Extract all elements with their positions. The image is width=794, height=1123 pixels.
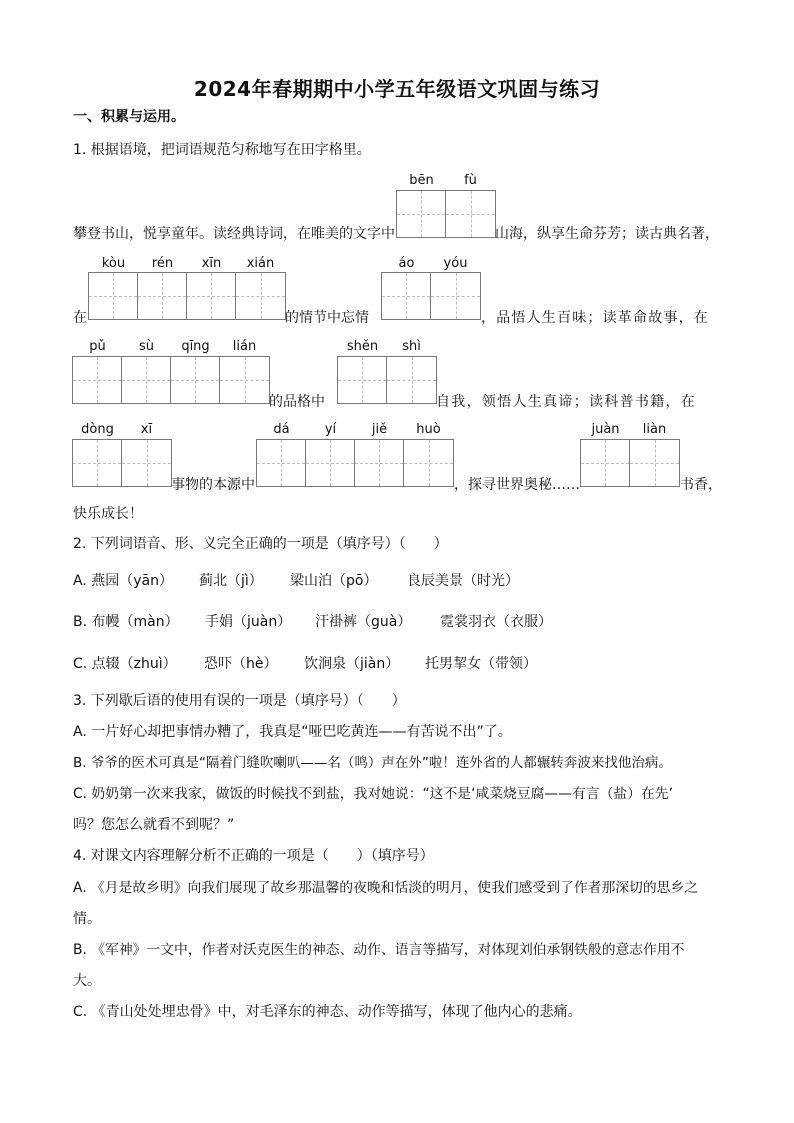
q1-prompt: 1. 根据语境，把词语规范匀称地写在田字格里。 [73,142,371,158]
q1-text: 自我，领悟人生真谛；读科普书籍，在 [436,394,697,410]
grid-cell[interactable] [236,273,285,319]
pinyin: juàn [591,422,620,437]
pinyin: áo [398,256,415,271]
q3-option-a: A. 一片好心却把事情办糟了，我真是“哑巴吃黄连——有苦说不出”了。 [73,724,512,740]
tianzige-grid[interactable] [580,439,680,487]
pinyin: huò [416,422,441,437]
pinyin: shěn [346,339,379,354]
q4-option-a-cont: 情。 [73,911,101,927]
grid-cell[interactable] [306,440,355,486]
grid-cell[interactable] [397,191,446,237]
grid-cell[interactable] [171,357,220,403]
q1-text: 山海，纵享生命芬芳；读古典名著， [495,226,719,242]
q3-option-c: C. 奶奶第一次来我家，做饭的时候找不到盐，我对她说：“这不是‘咸菜烧豆腐——有言（盐）在先’ [73,786,673,802]
q1-text: 事物的本源中 [171,477,255,493]
pinyin: fù [464,173,477,188]
q2-option-c: C. 点辍（zhuì） [73,656,177,672]
pinyin: liàn [642,422,667,437]
tianzige-grid[interactable] [256,439,454,487]
page-title: 2024年春期期中小学五年级语文巩固与练习 [193,77,601,101]
pinyin: shì [402,339,421,354]
pinyin: xīn [201,256,222,271]
grid-cell[interactable] [257,440,306,486]
q3-prompt: 3. 下列歇后语的使用有误的一项是（填序号）（ ） [73,693,406,709]
pinyin: dòng [81,422,114,437]
q2-option-a: A. 燕园（yān） [73,573,173,589]
pinyin: bēn [409,173,434,188]
grid-cell[interactable] [220,357,269,403]
q2-prompt: 2. 下列词语音、形、义完全正确的一项是（填序号）（ ） [73,536,448,552]
q3-option-b: B. 爷爷的医术可真是“隔着门缝吹喇叭——名（鸣）声在外”啦！连外省的人都辗转奔波来找他治病。 [73,755,672,771]
q2-option-c: 饮涧泉（jiàn） [304,656,400,672]
tianzige-grid[interactable] [381,272,481,320]
section-heading: 一、积累与运用。 [73,109,185,125]
grid-cell[interactable] [187,273,236,319]
pinyin: lián [232,339,257,354]
q2-option-a: 蓟北（jì） [199,573,263,589]
q2-option-b: 霓裳羽衣（衣服） [440,614,552,630]
q3-option-c-cont: 吗？您怎么就看不到呢？” [73,817,235,833]
q2-option-c: 恐吓（hè） [204,656,278,672]
grid-cell[interactable] [446,191,495,237]
grid-cell[interactable] [581,440,630,486]
grid-cell[interactable] [122,440,171,486]
q2-option-a: 良辰美景（时光） [407,573,519,589]
tianzige-grid[interactable] [72,439,172,487]
grid-cell[interactable] [630,440,679,486]
tianzige-grid[interactable] [396,190,496,238]
q1-text: 攀登书山，悦享童年。读经典诗词，在唯美的文字中 [73,226,395,242]
q1-text: ，品悟人生百味；读革命故事，在 [481,310,709,326]
pinyin: dá [273,422,290,437]
q2-option-c: 托男挈女（带领） [425,656,537,672]
q2-option-a: 梁山泊（pō） [290,573,378,589]
pinyin: sù [138,339,154,354]
pinyin: xī [140,422,153,437]
q1-text: 的情节中忘情 [285,310,369,326]
q4-option-b-cont: 大。 [73,973,101,989]
q4-prompt: 4. 对课文内容理解分析不正确的一项是（ ）（填序号） [73,848,434,864]
q2-option-b: B. 布幔（màn） [73,614,179,630]
grid-cell[interactable] [382,273,431,319]
pinyin: kòu [101,256,126,271]
grid-cell[interactable] [89,273,138,319]
q1-text: ，探寻世界奥秘…… [454,477,580,493]
grid-cell[interactable] [404,440,453,486]
q1-text: 在 [73,310,87,326]
grid-cell[interactable] [138,273,187,319]
q1-text: 书香， [680,477,722,493]
q1-text: 快乐成长！ [73,506,143,522]
q1-text: 的品格中 [269,394,325,410]
tianzige-grid[interactable] [337,356,437,404]
q2-option-b: 手娟（juàn） [205,614,292,630]
pinyin: yí [324,422,337,437]
grid-cell[interactable] [355,440,404,486]
pinyin: xián [246,256,275,271]
pinyin: pǔ [89,339,106,354]
pinyin: qīng [181,339,210,354]
q4-option-a: A. 《月是故乡明》向我们展现了故乡那温馨的夜晚和恬淡的明月，使我们感受到了作者那深切的思乡之 [73,880,699,896]
grid-cell[interactable] [338,357,387,403]
grid-cell[interactable] [73,357,122,403]
q4-option-b: B. 《军神》一文中，作者对沃克医生的神态、动作、语言等描写，对体现刘伯承钢铁般的意志作用不 [73,942,685,958]
q2-option-b: 汗褂裤（guà） [315,614,412,630]
grid-cell[interactable] [73,440,122,486]
tianzige-grid[interactable] [88,272,286,320]
tianzige-grid[interactable] [72,356,270,404]
pinyin: rén [151,256,174,271]
grid-cell[interactable] [387,357,436,403]
pinyin: jiě [371,422,388,437]
q4-option-c: C. 《青山处处埋忠骨》中，对毛泽东的神态、动作等描写，体现了他内心的悲痛。 [73,1004,582,1020]
grid-cell[interactable] [122,357,171,403]
grid-cell[interactable] [431,273,480,319]
pinyin: yóu [443,256,468,271]
